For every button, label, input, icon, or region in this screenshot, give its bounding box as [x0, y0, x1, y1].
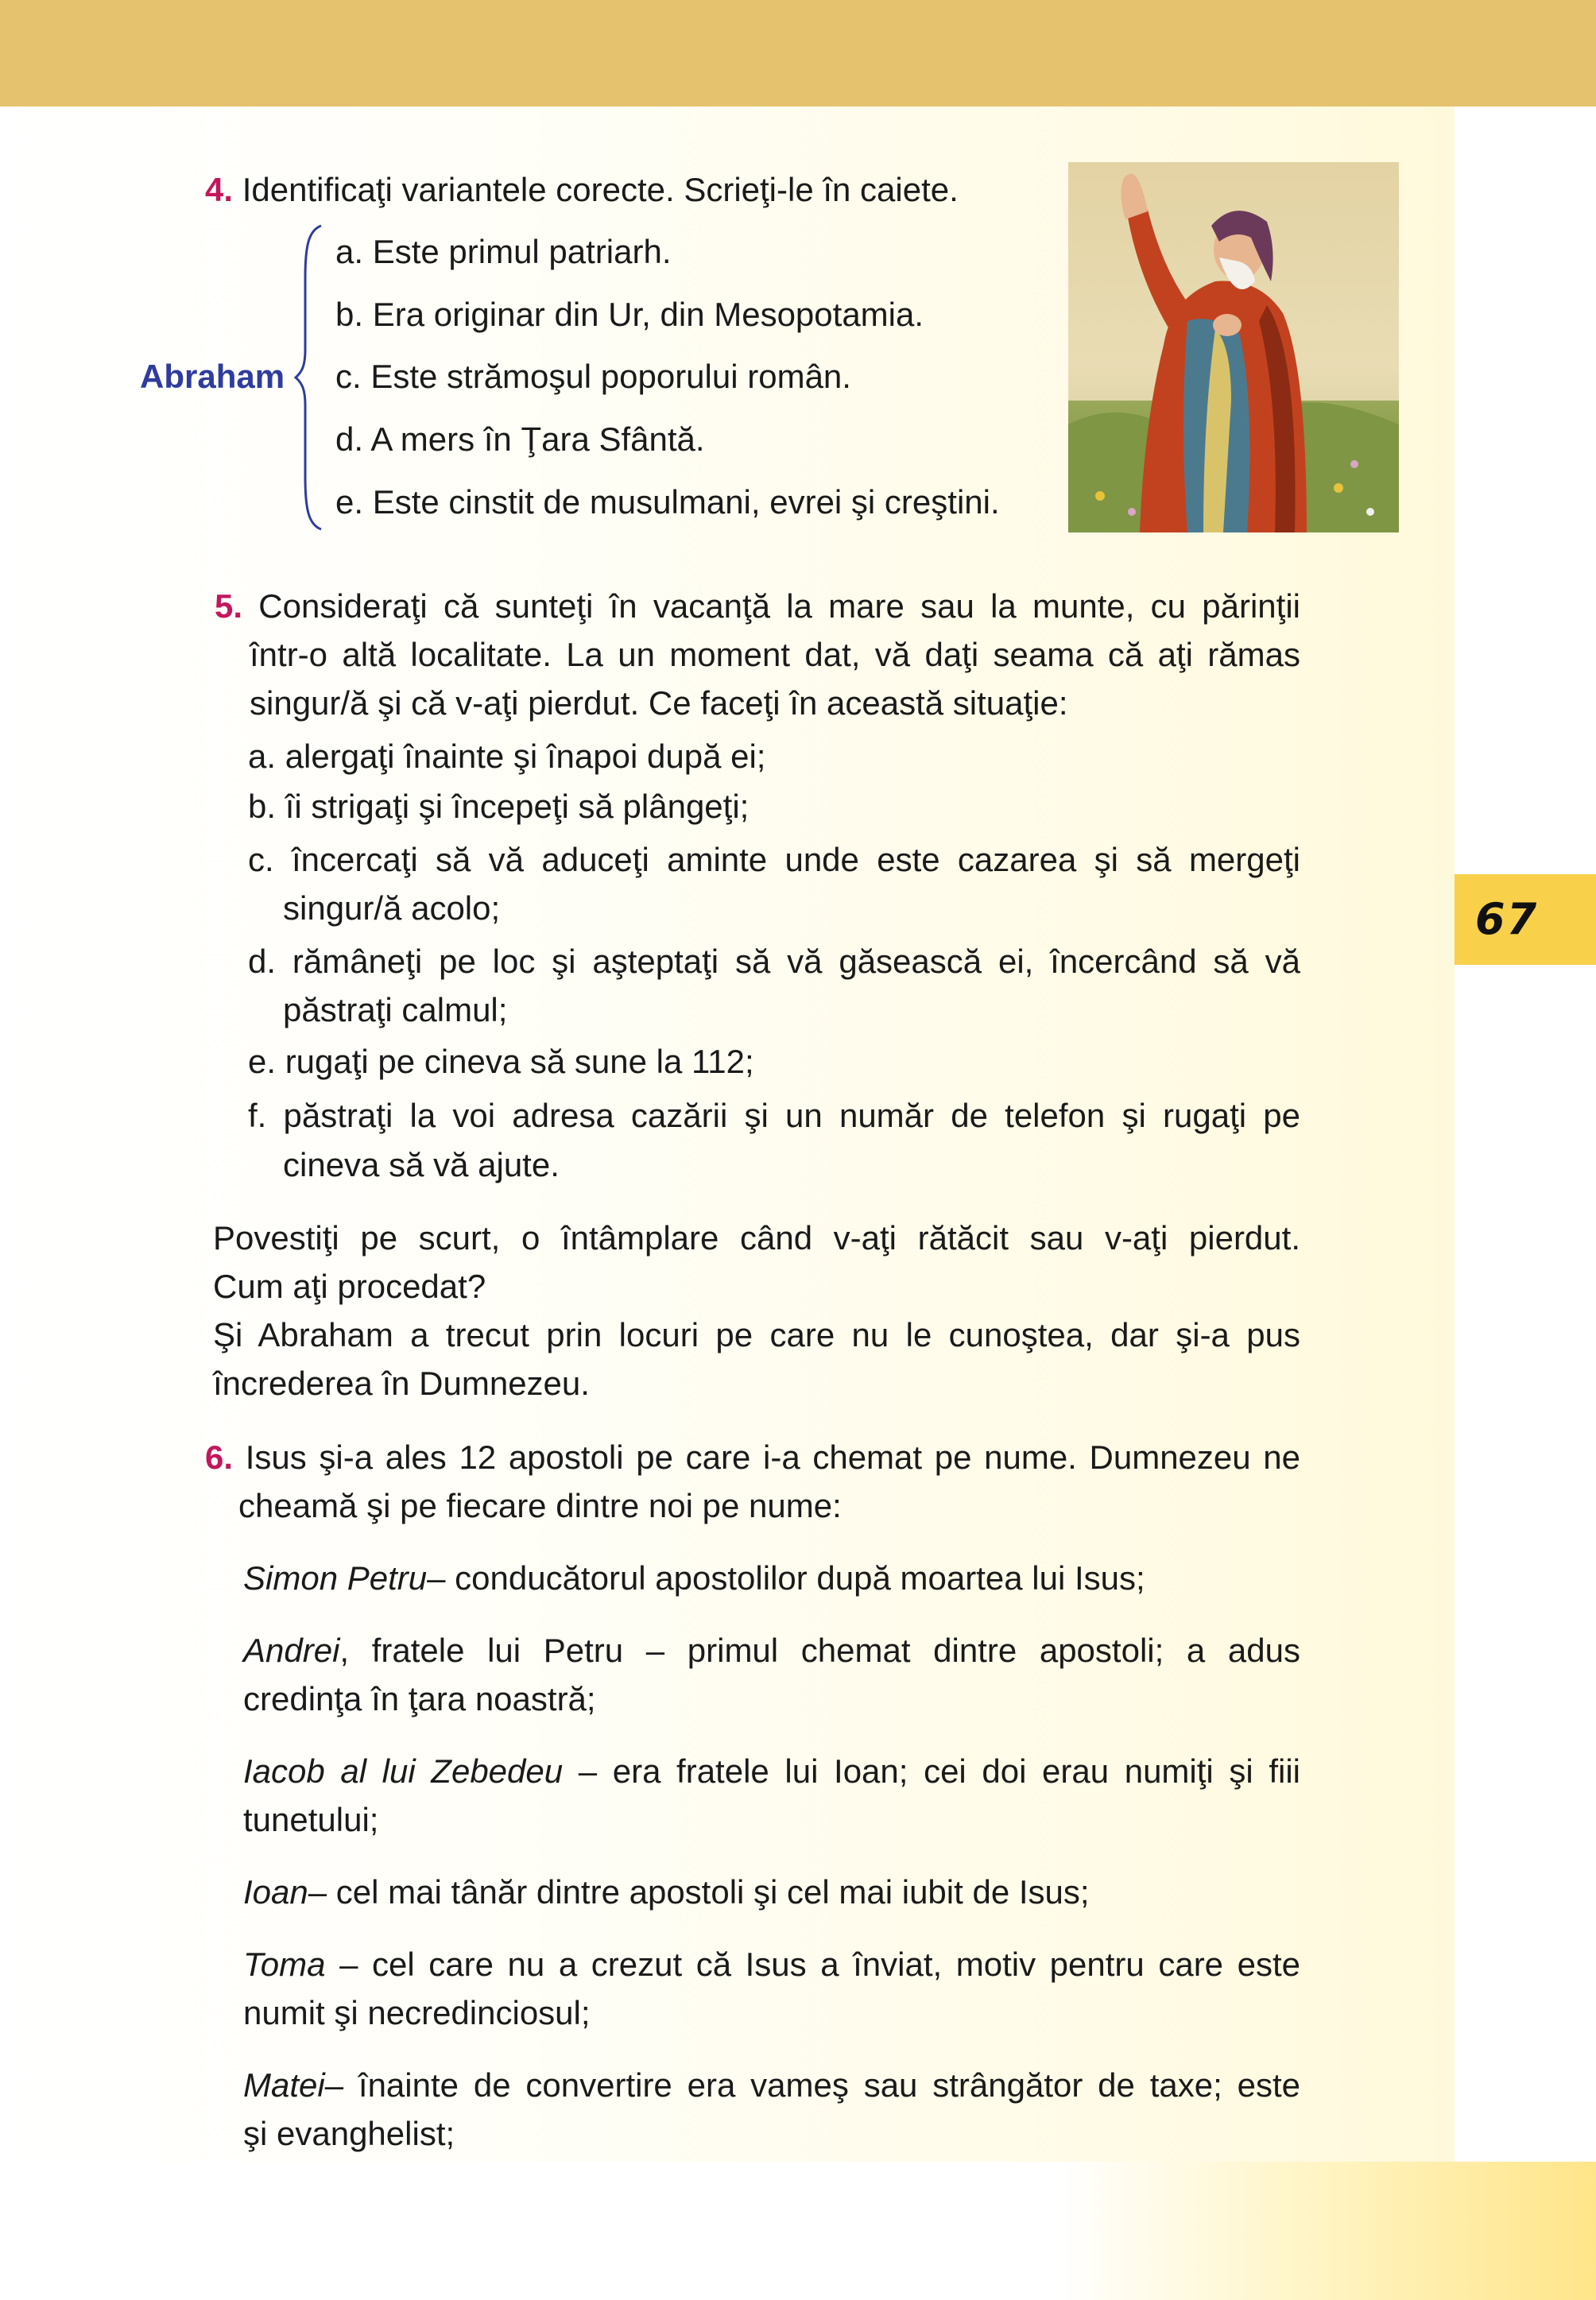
q4-option-b: b. Era originar din Ur, din Mesopotamia.	[335, 296, 924, 333]
q6-number: 6.	[205, 1438, 234, 1476]
q5-option-e: e. rugaţi pe cineva să sune la 112;	[248, 1043, 754, 1080]
q5-option-c-cont: singur/ă acolo;	[283, 889, 501, 927]
q5-followup-line-3: Şi Abraham a trecut prin locuri pe care nu le cunoştea, dar şi-a pus	[213, 1316, 1300, 1353]
apostle-name: Ioan	[243, 1873, 308, 1911]
q4-option-e: e. Este cinstit de musulmani, evrei şi creştini.	[335, 483, 1000, 521]
apostle-simon-petru	[243, 1555, 1145, 1602]
apostle-matei	[243, 2062, 1300, 2109]
apostle-toma-cont: numit şi necredinciosul;	[243, 1994, 591, 2031]
q4-prompt: Identificaţi variantele corecte. Scrieţi-le în caiete.	[242, 171, 959, 208]
q5-option-a: a. alergaţi înainte şi înapoi după ei;	[248, 738, 766, 775]
apostle-desc: – cel care nu a crezut că Isus a înviat, motiv pentru care este	[325, 1946, 1300, 1983]
q5-intro-line-1	[215, 583, 1300, 630]
apostle-ioan	[243, 1868, 1090, 1916]
curly-brace	[294, 223, 326, 532]
apostle-name: Simon Petru	[243, 1559, 428, 1597]
q5-option-f: f. păstraţi la voi adresa cazării şi un număr de telefon şi rugaţi pe	[248, 1097, 1300, 1134]
q5-followup-line-2: Cum aţi procedat?	[213, 1268, 486, 1305]
top-header-band	[0, 0, 1596, 106]
q4-number: 4.	[205, 171, 234, 208]
q5-option-b: b. îi strigaţi şi începeţi să plângeţi;	[248, 788, 750, 825]
apostle-matei-cont: şi evanghelist;	[243, 2115, 455, 2152]
apostle-desc: – înainte de convertire era vameş sau strângător de taxe; este	[324, 2066, 1300, 2104]
q4-option-d: d. A mers în Ţara Sfântă.	[335, 420, 705, 458]
apostle-iacob	[243, 1748, 1300, 1795]
apostle-name: Matei	[243, 2066, 325, 2104]
q5-intro-text-1: Consideraţi că sunteţi în vacanţă la mare sau la munte, cu părinţii	[258, 587, 1300, 625]
apostle-name: Toma	[243, 1946, 326, 1983]
apostle-desc: – era fratele lui Ioan; cei doi erau numiţi şi fiii	[563, 1752, 1300, 1790]
apostle-desc: , fratele lui Petru – primul chemat dintre apostoli; a adus	[339, 1632, 1300, 1669]
abraham-illustration	[1068, 162, 1399, 532]
q5-option-f-cont: cineva să vă ajute.	[283, 1146, 560, 1183]
q5-followup-line-1: Povestiţi pe scurt, o întâmplare când v-aţi rătăcit sau v-aţi pierdut.	[213, 1219, 1300, 1256]
page-number: 67	[1475, 894, 1539, 944]
q5-followup-line-4: încrederea în Dumnezeu.	[213, 1365, 590, 1402]
q6-intro-text-1: Isus şi-a ales 12 apostoli pe care i-a chemat pe nume. Dumnezeu ne	[245, 1438, 1301, 1476]
apostle-name: Iacob al lui Zebedeu	[243, 1752, 564, 1790]
apostle-desc: – cel mai tânăr dintre apostoli şi cel mai iubit de Isus;	[308, 1873, 1090, 1911]
q5-option-d: d. rămâneţi pe loc şi aşteptaţi să vă găsească ei, încercând să vă	[248, 943, 1300, 980]
q6-intro-line-2: cheamă şi pe fiecare dintre noi pe nume:	[238, 1487, 842, 1524]
q5-number: 5.	[215, 587, 243, 625]
bottom-gradient	[1057, 2162, 1596, 2300]
abraham-label: Abraham	[140, 358, 285, 395]
q4-option-c: c. Este strămoşul poporului român.	[335, 358, 851, 395]
q5-intro-line-3: singur/ă şi că v-aţi pierdut. Ce faceţi în această situaţie:	[250, 684, 1068, 722]
apostle-toma	[243, 1941, 1300, 1988]
apostle-name: Andrei	[243, 1632, 340, 1669]
q5-intro-line-2: într-o altă localitate. La un moment dat, vă daţi seama că aţi rămas	[250, 636, 1300, 673]
apostle-desc: – conducătorul apostolilor după moartea lui Isus;	[427, 1559, 1145, 1597]
q6-intro-line-1	[205, 1434, 1300, 1481]
apostle-andrei-cont: credinţa în ţara noastră;	[243, 1680, 596, 1717]
q4-option-a: a. Este primul patriarh.	[335, 233, 672, 270]
q5-option-c: c. încercaţi să vă aduceţi aminte unde este cazarea şi să mergeţi	[248, 841, 1300, 878]
apostle-andrei	[243, 1627, 1300, 1675]
apostle-iacob-cont: tunetului;	[243, 1801, 379, 1838]
q4-prompt-line	[205, 166, 959, 214]
q5-option-d-cont: păstraţi calmul;	[283, 991, 508, 1028]
